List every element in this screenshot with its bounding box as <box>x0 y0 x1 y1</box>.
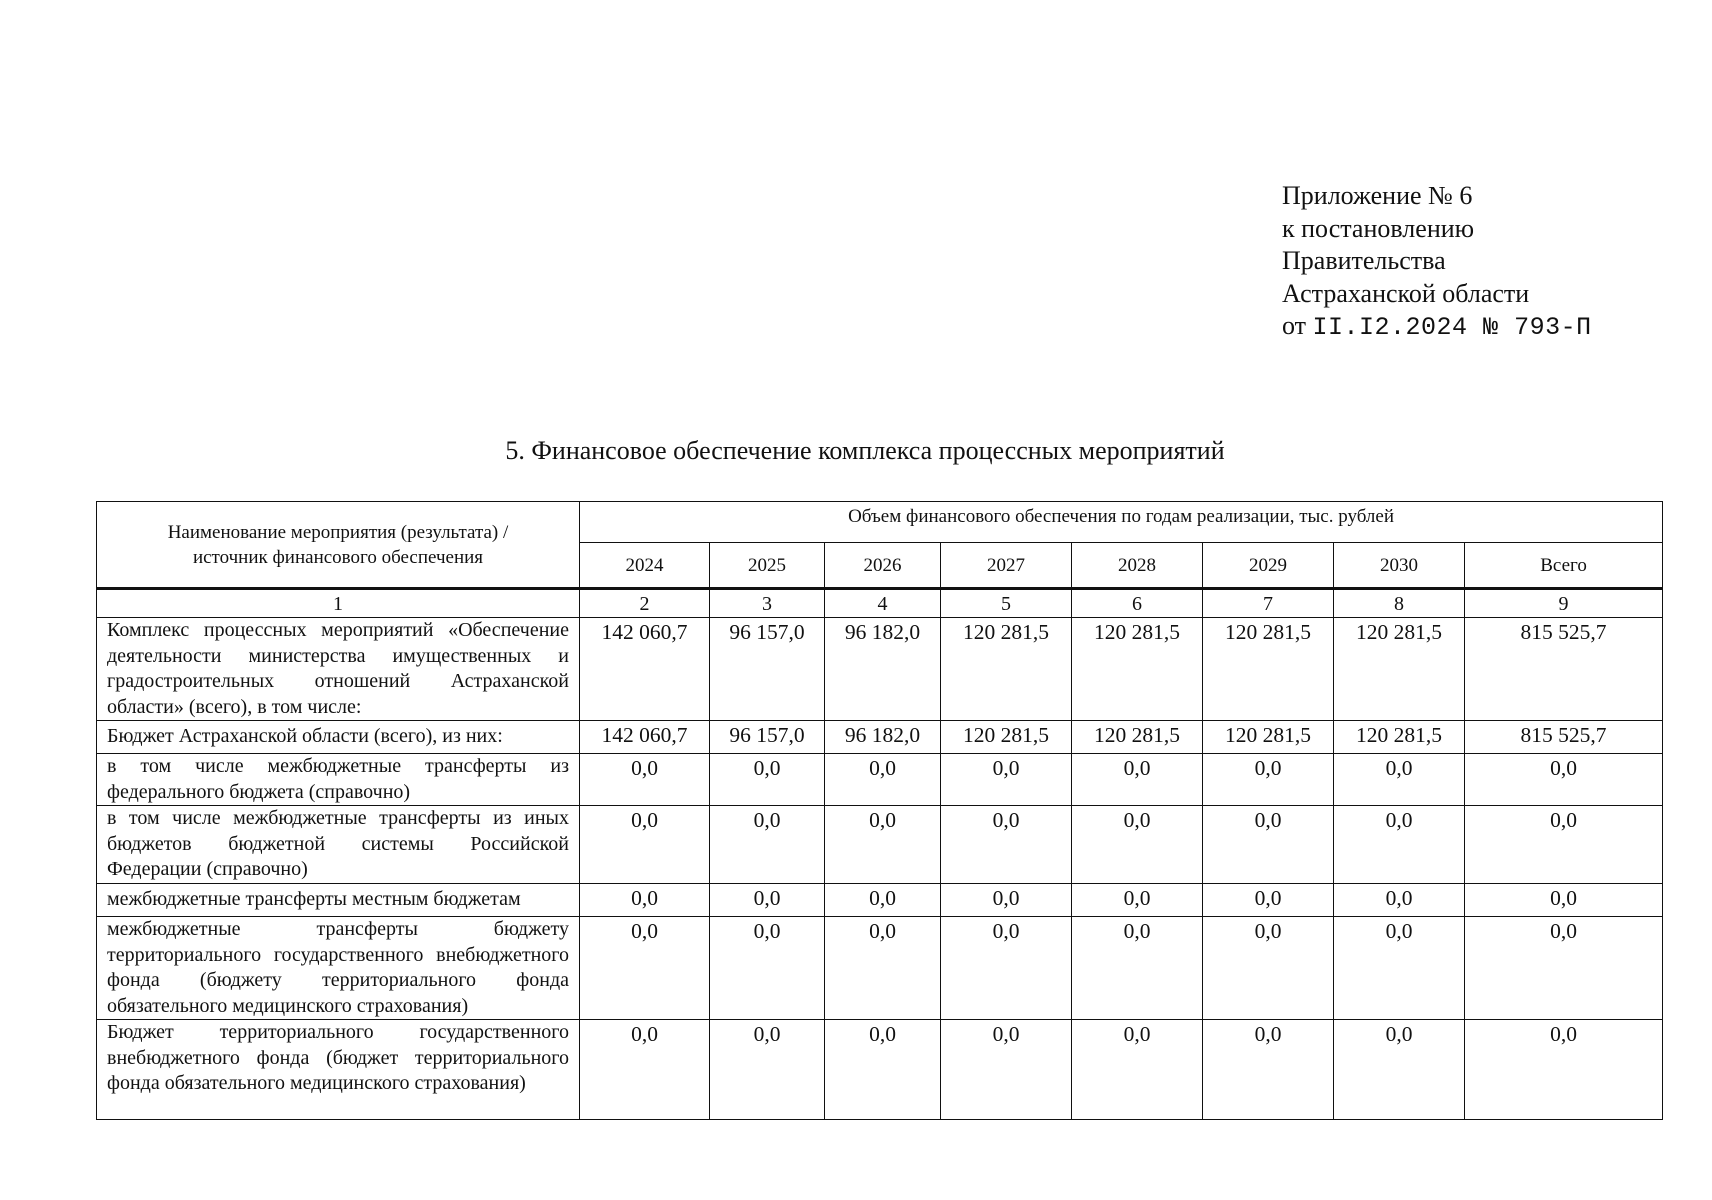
appendix-line: к постановлению <box>1282 213 1475 243</box>
section-title: 5. Финансовое обеспечение комплекса процессных мероприятий <box>505 436 1225 465</box>
appendix-date-line <box>1282 310 1592 345</box>
row-value: 0,0 <box>580 884 710 917</box>
row-value: 120 281,5 <box>1203 618 1334 721</box>
row-value: 0,0 <box>941 917 1072 1020</box>
row-value: 0,0 <box>941 754 1072 806</box>
year-header: 2028 <box>1072 543 1203 589</box>
row-value: 0,0 <box>1203 754 1334 806</box>
table-row <box>97 884 1663 917</box>
row-value: 0,0 <box>580 806 710 884</box>
row-value: 120 281,5 <box>1072 618 1203 721</box>
row-value: 0,0 <box>1334 806 1465 884</box>
row-value: 0,0 <box>1203 1020 1334 1120</box>
row-name: Бюджет территориального государственного внебюджетного фонда (бюджет территориального фонда обязательного медицинского страхования) <box>97 1020 580 1120</box>
row-value: 0,0 <box>825 754 941 806</box>
column-index: 6 <box>1072 589 1203 618</box>
column-index: 5 <box>941 589 1072 618</box>
year-header: 2025 <box>710 543 825 589</box>
row-value: 0,0 <box>710 917 825 1020</box>
row-name: межбюджетные трансферты бюджету территориального государственного внебюджетного фонда (бюджету территориального фонда обязательного медицинского страхования) <box>97 917 580 1020</box>
row-total: 0,0 <box>1465 917 1663 1020</box>
year-header: 2024 <box>580 543 710 589</box>
row-total: 0,0 <box>1465 1020 1663 1120</box>
row-value: 120 281,5 <box>1072 721 1203 754</box>
column-index: 8 <box>1334 589 1465 618</box>
row-value: 0,0 <box>1072 754 1203 806</box>
row-value: 120 281,5 <box>941 618 1072 721</box>
row-value: 0,0 <box>1072 1020 1203 1120</box>
date-prefix: от <box>1282 311 1307 340</box>
row-value: 120 281,5 <box>1334 721 1465 754</box>
row-value: 0,0 <box>825 917 941 1020</box>
table-row <box>97 1020 1663 1120</box>
row-value: 0,0 <box>941 806 1072 884</box>
row-value: 0,0 <box>1203 884 1334 917</box>
row-total: 815 525,7 <box>1465 721 1663 754</box>
table-row <box>97 754 1663 806</box>
table-row <box>97 806 1663 884</box>
row-value: 0,0 <box>1072 884 1203 917</box>
appendix-block <box>1282 180 1592 345</box>
row-value: 0,0 <box>1334 754 1465 806</box>
row-value: 0,0 <box>825 1020 941 1120</box>
row-name: межбюджетные трансферты местным бюджетам <box>97 884 580 917</box>
column-index: 1 <box>97 589 580 618</box>
row-value: 142 060,7 <box>580 721 710 754</box>
row-name: в том числе межбюджетные трансферты из федерального бюджета (справочно) <box>97 754 580 806</box>
row-value: 96 157,0 <box>710 721 825 754</box>
row-total: 0,0 <box>1465 884 1663 917</box>
year-header: 2030 <box>1334 543 1465 589</box>
appendix-line: Приложение № 6 <box>1282 181 1473 210</box>
column-index: 3 <box>710 589 825 618</box>
year-header: 2029 <box>1203 543 1334 589</box>
row-name: Комплекс процессных мероприятий «Обеспечение деятельности министерства имущественных и градостроительных отношений Астраханской области» (всего), в том числе: <box>97 618 580 721</box>
row-value: 120 281,5 <box>1334 618 1465 721</box>
row-value: 0,0 <box>941 884 1072 917</box>
row-total: 0,0 <box>1465 754 1663 806</box>
year-header: 2027 <box>941 543 1072 589</box>
row-value: 120 281,5 <box>1203 721 1334 754</box>
row-value: 0,0 <box>710 806 825 884</box>
row-name: в том числе межбюджетные трансферты из иных бюджетов бюджетной системы Российской Федерации (справочно) <box>97 806 580 884</box>
row-value: 0,0 <box>1203 806 1334 884</box>
row-value: 0,0 <box>1072 917 1203 1020</box>
row-value: 0,0 <box>1334 917 1465 1020</box>
row-value: 142 060,7 <box>580 618 710 721</box>
total-header: Всего <box>1465 543 1663 589</box>
row-value: 96 182,0 <box>825 618 941 721</box>
column-index: 4 <box>825 589 941 618</box>
financing-table <box>96 501 1663 1120</box>
table-row <box>97 917 1663 1020</box>
row-value: 0,0 <box>710 884 825 917</box>
row-value: 0,0 <box>710 754 825 806</box>
row-value: 96 157,0 <box>710 618 825 721</box>
row-value: 0,0 <box>710 1020 825 1120</box>
row-value: 0,0 <box>580 1020 710 1120</box>
row-value: 0,0 <box>580 917 710 1020</box>
column-index: 2 <box>580 589 710 618</box>
row-value: 0,0 <box>941 1020 1072 1120</box>
header-volume-cell: Объем финансового обеспечения по годам реализации, тыс. рублей <box>580 502 1663 543</box>
row-value: 0,0 <box>1334 1020 1465 1120</box>
appendix-line: Правительства <box>1282 246 1446 275</box>
row-value: 0,0 <box>825 884 941 917</box>
column-index: 9 <box>1465 589 1663 618</box>
row-value: 0,0 <box>1334 884 1465 917</box>
row-value: 0,0 <box>1072 806 1203 884</box>
row-value: 120 281,5 <box>941 721 1072 754</box>
row-value: 0,0 <box>1203 917 1334 1020</box>
row-total: 815 525,7 <box>1465 618 1663 721</box>
row-value: 0,0 <box>580 754 710 806</box>
appendix-line: Астраханской области <box>1282 278 1530 308</box>
index-row <box>97 589 1663 618</box>
column-index: 7 <box>1203 589 1334 618</box>
row-total: 0,0 <box>1465 806 1663 884</box>
table-row <box>97 721 1663 754</box>
row-value: 96 182,0 <box>825 721 941 754</box>
table-row <box>97 618 1663 721</box>
row-value: 0,0 <box>825 806 941 884</box>
header-name-cell: Наименование мероприятия (результата) / источник финансового обеспечения <box>97 502 580 589</box>
date-stamp: II.I2.2024 № 793-П <box>1312 313 1592 342</box>
row-name: Бюджет Астраханской области (всего), из них: <box>97 721 580 754</box>
year-header: 2026 <box>825 543 941 589</box>
